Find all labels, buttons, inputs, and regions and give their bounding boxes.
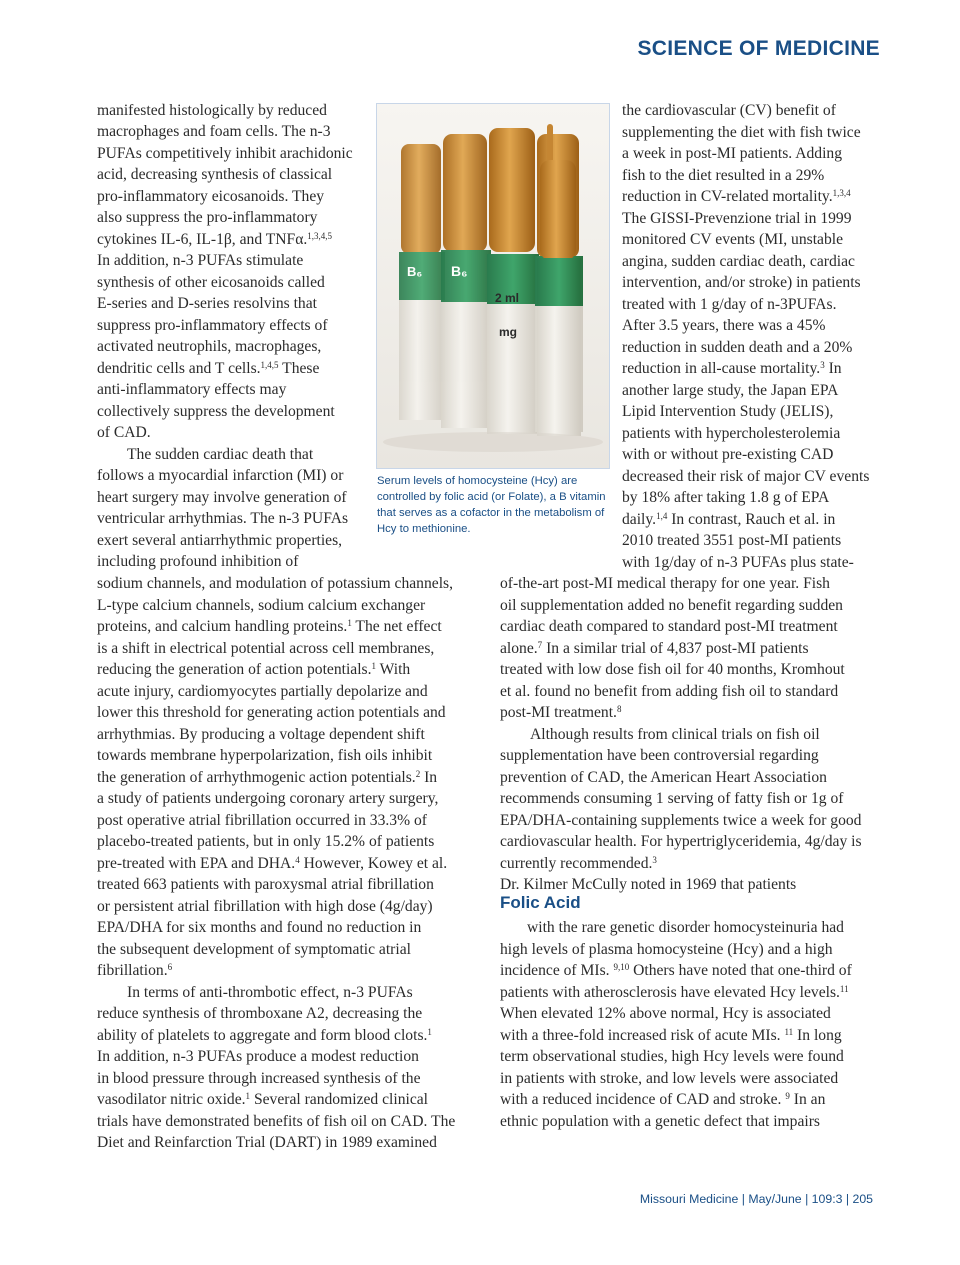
text-line: Dr. Kilmer McCully noted in 1969 that patients — [500, 876, 797, 893]
text-line: intervention, and/or stroke) in patients — [622, 274, 861, 291]
text-line: reducing the generation of action potentials.$^1$ With — [97, 661, 411, 678]
text-line: placebo-treated patients, but in only 15.2% of patients — [97, 833, 435, 850]
text-line: sodium channels, and modulation of potassium channels, — [97, 575, 453, 592]
figure-photo — [376, 103, 610, 469]
text-line: pro-inflammatory eicosanoids. They — [97, 188, 325, 205]
text-line: of CAD. — [97, 424, 151, 441]
text-line: post operative atrial fibrillation occurred in 33.3% of — [97, 811, 427, 829]
text-line: proteins, and calcium handling proteins.$^1$ The net effect — [97, 618, 442, 635]
text-line: with a three-fold increased risk of acute MIs. $^{11}$ In long — [500, 1026, 842, 1044]
text-line: manifested histologically by reduced — [97, 102, 327, 119]
text-line: reduction in CV-related mortality.$^{1,3,4}$ — [622, 188, 851, 205]
text-line: by 18% after taking 1.8 g of EPA — [622, 489, 830, 506]
text-line: high levels of plasma homocysteine (Hcy) and a high — [500, 940, 833, 958]
text-line: recommends consuming 1 serving of fatty fish or 1g of — [500, 790, 844, 807]
text-line: patients with hypercholesterolemia — [622, 424, 841, 442]
text-line: Although results from clinical trials on fish oil — [530, 725, 820, 743]
text-line: 2010 treated 3551 post-MI patients — [622, 532, 842, 549]
text-line: cardiovascular health. For hypertriglyceridemia, 4g/day is — [500, 833, 862, 850]
text-line: with 1g/day of n-3 PUFAs plus state- — [622, 553, 854, 571]
text-line: EPA/DHA-containing supplements twice a week for good — [500, 811, 862, 829]
text-line: dendritic cells and T cells.$^{1,4,5}$ These — [97, 360, 320, 377]
text-line: vasodilator nitric oxide.$^1$ Several randomized clinical — [97, 1091, 428, 1108]
text-line: suppress pro-inflammatory effects of — [97, 317, 328, 334]
text-line: anti-inflammatory effects may — [97, 381, 287, 398]
text-line: is a shift in electrical potential across cell membranes, — [97, 639, 435, 657]
text-line: the generation of arrhythmogenic action potentials.$^2$ In — [97, 768, 438, 786]
text-line: macrophages and foam cells. The n-3 — [97, 123, 331, 140]
text-line: activated neutrophils, macrophages, — [97, 338, 322, 355]
text-line: lower this threshold for generating action potentials and — [97, 704, 446, 721]
text-line: monitored CV events (MI, unstable — [622, 231, 844, 248]
text-line: daily.$^{1,4}$ In contrast, Rauch et al. in — [622, 510, 836, 528]
text-line: treated 663 patients with paroxysmal atrial fibrillation — [97, 876, 434, 893]
text-line: trials have demonstrated benefits of fish oil on CAD. The — [97, 1112, 456, 1130]
text-line: towards membrane hyperpolarization, fish oils inhibit — [97, 747, 433, 764]
text-line: angina, sudden cardiac death, cardiac — [622, 252, 855, 270]
text-line: a week in post-MI patients. Adding — [622, 145, 843, 162]
section-header: SCIENCE OF MEDICINE — [637, 37, 880, 60]
text-line: in patients with stroke, and low levels were associated — [500, 1069, 839, 1087]
text-line: including profound inhibition of — [97, 553, 299, 570]
text-line: acid, decreasing synthesis of classical — [97, 166, 333, 183]
text-line: another large study, the Japan EPA — [622, 381, 839, 399]
text-line: arrhythmias. By producing a voltage dependent shift — [97, 725, 425, 743]
page-footer: Missouri Medicine | May/June | 109:3 | 205 — [639, 1192, 873, 1206]
svg-text:B₆: B₆ — [407, 264, 423, 279]
text-line: The sudden cardiac death that — [127, 446, 314, 463]
text-line: The GISSI-Prevenzione trial in 1999 — [622, 209, 852, 227]
text-line: et al. found no benefit from adding fish oil to standard — [500, 682, 839, 700]
text-line: collectively suppress the development — [97, 403, 335, 420]
text-line: prevention of CAD, the American Heart Association — [500, 768, 827, 786]
text-line: ventricular arrhythmias. The n-3 PUFAs — [97, 510, 349, 527]
vials-illustration — [377, 104, 609, 468]
text-line: cardiac death compared to standard post-MI treatment — [500, 618, 838, 635]
text-line: decreased their risk of major CV events — [622, 467, 870, 485]
text-line: exert several antiarrhythmic properties, — [97, 532, 343, 549]
text-line: alone.$^7$ In a similar trial of 4,837 post-MI patients — [500, 639, 809, 657]
text-line: In terms of anti-thrombotic effect, n-3 PUFAs — [127, 983, 413, 1001]
text-line: synthesis of other eicosanoids called — [97, 274, 325, 291]
text-line: also suppress the pro-inflammatory — [97, 209, 318, 226]
text-line: in blood pressure through increased synthesis of the — [97, 1069, 421, 1087]
text-line: a study of patients undergoing coronary artery surgery, — [97, 790, 439, 807]
vial-3 — [487, 128, 539, 434]
section-heading-folic-acid: Folic Acid — [500, 893, 581, 912]
text-line: the subsequent development of symptomatic atrial — [97, 940, 411, 958]
text-line: supplementing the diet with fish twice — [622, 123, 861, 141]
text-line: currently recommended.$^3$ — [500, 854, 657, 872]
text-line: term observational studies, high Hcy levels were found — [500, 1048, 844, 1065]
text-line: oil supplementation added no benefit regarding sudden — [500, 596, 843, 614]
text-line: of-the-art post-MI medical therapy for one year. Fish — [500, 575, 830, 592]
text-line: pre-treated with EPA and DHA.$^4$ However, Kowey et al. — [97, 854, 448, 872]
text-line: PUFAs competitively inhibit arachidonic — [97, 145, 353, 162]
text-line: treated with low dose fish oil for 40 months, Kromhout — [500, 661, 845, 678]
text-line: fibrillation.$^6$ — [97, 962, 173, 979]
text-line: ability of platelets to aggregate and form blood clots.$^1$ — [97, 1026, 432, 1044]
text-line: EPA/DHA for six months and found no reduction in — [97, 919, 422, 936]
vial-1 — [399, 144, 445, 420]
text-line: E-series and D-series resolvins that — [97, 295, 317, 312]
text-line: ethnic population with a genetic defect that impairs — [500, 1112, 820, 1130]
text-line: When elevated 12% above normal, Hcy is associated — [500, 1005, 831, 1022]
text-line: treated with 1 g/day of n-3PUFAs. — [622, 295, 837, 313]
figure-caption: Serum levels of homocysteine (Hcy) are controlled by folic acid (or Folate), a B vitamin that serves as a cofactor in the metabolism of Hcy to methionine. — [377, 475, 606, 535]
text-line: reduction in all-cause mortality.$^3$ In — [622, 360, 842, 377]
text-line: with the rare genetic disorder homocysteinuria had — [527, 919, 844, 936]
text-line: Diet and Reinfarction Trial (DART) in 1989 examined — [97, 1134, 437, 1151]
svg-text:2 ml: 2 ml — [495, 291, 520, 305]
text-line: with or without pre-existing CAD — [622, 446, 834, 463]
text-line: After 3.5 years, there was a 45% — [622, 317, 826, 334]
text-line: post-MI treatment.$^8$ — [500, 704, 622, 721]
svg-text:B₆: B₆ — [451, 263, 468, 279]
vial-5 — [537, 124, 581, 436]
text-line: with a reduced incidence of CAD and stroke. $^9$ In an — [500, 1091, 826, 1108]
text-line: In addition, n-3 PUFAs stimulate — [97, 252, 304, 269]
text-line: follows a myocardial infarction (MI) or — [97, 467, 344, 484]
text-line: incidence of MIs. $^{9,10}$ Others have noted that one-third of — [500, 962, 852, 979]
text-line: Lipid Intervention Study (JELIS), — [622, 403, 834, 420]
svg-text:mg: mg — [499, 325, 517, 339]
text-line: reduction in sudden death and a 20% — [622, 338, 853, 356]
text-line: supplementation have been controversial regarding — [500, 747, 819, 764]
text-line: fish to the diet resulted in a 29% — [622, 166, 825, 184]
text-line: L-type calcium channels, sodium calcium exchanger — [97, 596, 426, 614]
text-line: In addition, n-3 PUFAs produce a modest reduction — [97, 1048, 419, 1065]
text-line: heart surgery may involve generation of — [97, 489, 347, 506]
text-line: cytokines IL-6, IL-1β, and TNFα.$^{1,3,4,5}$ — [97, 231, 333, 248]
text-line: patients with atherosclerosis have elevated Hcy levels.$^{11}$ — [500, 983, 849, 1001]
text-line: or persistent atrial fibrillation with high dose (4g/day) — [97, 897, 433, 915]
vial-2 — [441, 134, 491, 428]
text-line: reduce synthesis of thromboxane A2, decreasing the — [97, 1005, 423, 1022]
text-line: acute injury, cardiomyocytes partially depolarize and — [97, 682, 428, 700]
text-line: the cardiovascular (CV) benefit of — [622, 102, 836, 119]
